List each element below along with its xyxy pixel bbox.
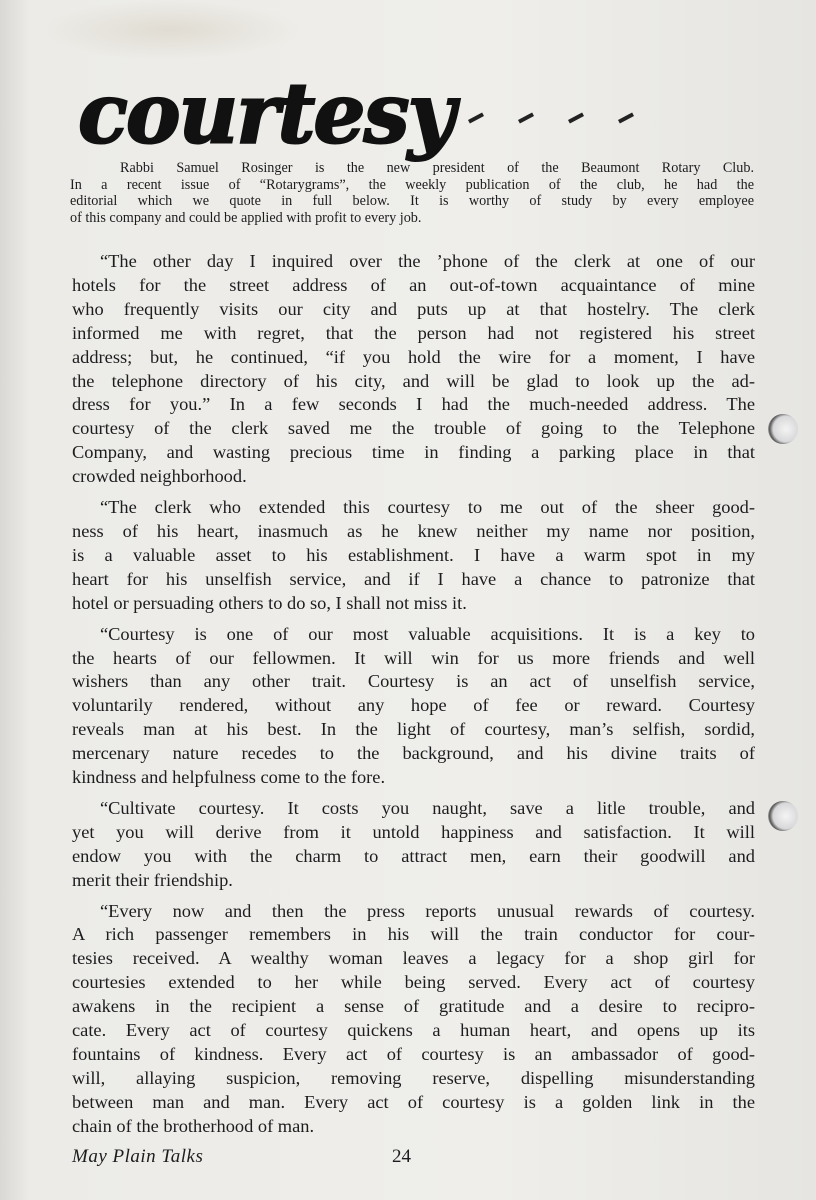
text-line: “Cultivate courtesy. It costs you naught, save a litle trouble, and <box>100 797 755 818</box>
text-line: Company, and wasting precious time in finding a parking place in that <box>72 442 755 463</box>
dash <box>618 112 634 123</box>
text-line: heart for his unselfish service, and if I have a chance to patronize that <box>72 568 755 589</box>
text-line: of this company and could be applied with profit to every job. <box>70 209 422 226</box>
dash <box>468 112 484 123</box>
text-line: “The other day I inquired over the ’phone of the clerk at one of our <box>100 251 755 271</box>
text-line: editorial which we quote in full below. It is worthy of study by every employee <box>70 193 754 209</box>
text-line: chain of the brotherhood of man. <box>72 1115 315 1136</box>
binder-hole <box>768 801 798 831</box>
text-line: hotels for the street address of an out-of-town acquaintance of mine <box>72 274 755 295</box>
dash <box>518 112 534 123</box>
text-line: kindness and helpfulness come to the fore. <box>72 767 386 788</box>
text-line: Rabbi Samuel Rosinger is the new president of the Beaumont Rotary Club. <box>120 160 754 176</box>
text-line: who frequently visits our city and puts up at that hostelry. The clerk <box>72 298 755 319</box>
text-line: is a valuable asset to his establishment. I have a warm spot in my <box>72 544 755 565</box>
text-line: tesies received. A wealthy woman leaves a legacy for a shop girl for <box>72 948 755 969</box>
paper-stain <box>40 0 300 60</box>
text-line: ness of his heart, inasmuch as he knew neither my name nor position, <box>72 520 755 541</box>
title-dashes <box>468 116 634 120</box>
paragraph <box>72 623 755 790</box>
text-line: reveals man at his best. In the light of courtesy, man’s selfish, sordid, <box>72 719 755 740</box>
text-line: fountains of kindness. Every act of courtesy is an ambassador of good- <box>72 1044 755 1064</box>
page-title: courtesy <box>78 65 454 163</box>
text-line: courtesies extended to her while being served. Every act of courtesy <box>72 972 755 993</box>
text-line: “Every now and then the press reports unusual rewards of courtesy. <box>100 900 755 921</box>
text-line: crowded neighborhood. <box>72 466 247 487</box>
text-line: yet you will derive from it untold happiness and satisfaction. It will <box>72 821 755 842</box>
text-line: cate. Every act of courtesy quickens a human heart, and opens up its <box>72 1020 755 1041</box>
paragraph <box>72 797 755 893</box>
text-line: “The clerk who extended this courtesy to me out of the sheer good- <box>100 497 755 518</box>
paragraph <box>72 250 755 489</box>
text-line: “Courtesy is one of our most valuable acquisitions. It is a key to <box>100 623 755 644</box>
text-line: address; but, he continued, “if you hold the wire for a moment, I have <box>72 346 755 367</box>
paragraph <box>72 496 755 616</box>
text-line: courtesy of the clerk saved me the trouble of going to the Telephone <box>72 418 755 439</box>
text-line: wishers than any other trait. Courtesy is an act of unselfish service, <box>72 671 755 692</box>
text-line: hotel or persuading others to do so, I shall not miss it. <box>72 592 467 613</box>
text-line: merit their friendship. <box>72 869 233 890</box>
paragraph <box>72 900 755 1139</box>
dash <box>568 112 584 123</box>
page-number: 24 <box>392 1146 411 1167</box>
text-line: the telephone directory of his city, and will be glad to look up the ad- <box>72 370 755 391</box>
text-line: the hearts of our fellowmen. It will win for us more friends and well <box>72 647 755 668</box>
text-line: In a recent issue of “Rotarygrams”, the weekly publication of the club, he had the <box>70 176 754 193</box>
text-line: dress for you.” In a few seconds I had the much-needed address. The <box>72 394 755 415</box>
text-line: informed me with regret, that the person had not registered his street <box>72 322 755 343</box>
text-line: will, allaying suspicion, removing reserve, dispelling misunderstanding <box>72 1067 755 1088</box>
text-line: between man and man. Every act of courtesy is a golden link in the <box>72 1091 755 1112</box>
article-body <box>72 250 755 1146</box>
text-line: awakens in the recipient a sense of gratitude and a desire to recipro- <box>72 996 755 1017</box>
text-line: A rich passenger remembers in his will the train conductor for cour- <box>72 924 755 945</box>
binder-hole <box>768 414 798 444</box>
text-line: mercenary nature recedes to the background, and his divine traits of <box>72 743 755 764</box>
text-line: endow you with the charm to attract men, earn their goodwill and <box>72 845 755 866</box>
text-line: voluntarily rendered, without any hope of fee or reward. Courtesy <box>72 695 755 716</box>
footer-publication: May Plain Talks <box>72 1146 204 1167</box>
intro-paragraph <box>70 160 754 226</box>
